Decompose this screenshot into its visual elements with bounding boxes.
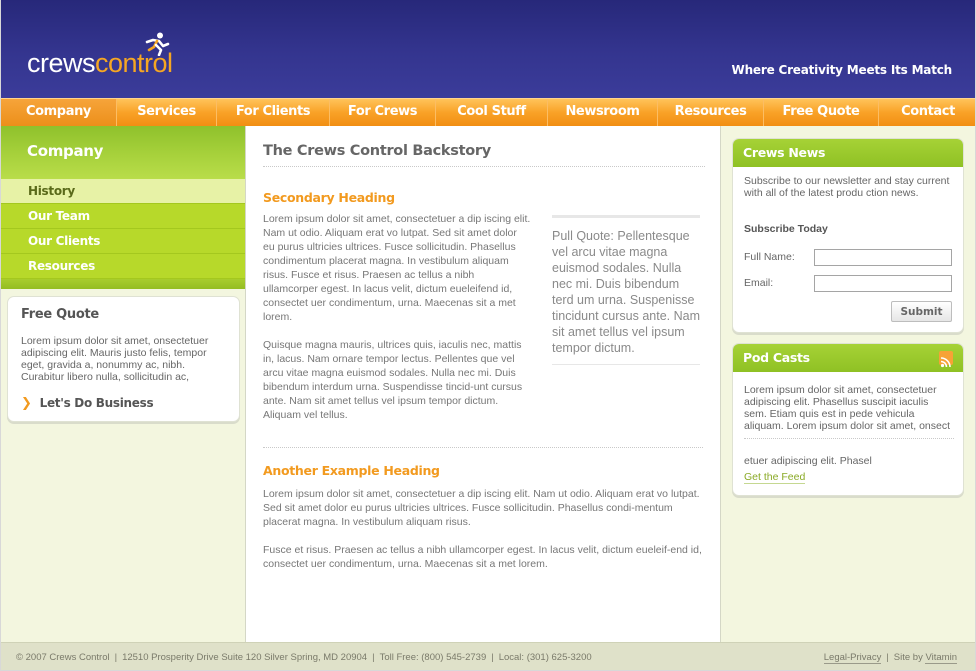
- paragraph-2: Quisque magna mauris, ultrices quis, iaculis nec, mattis in, lacus. Nam ornare tempor lectus. Pellentes que vel arcu vitae magna euismod sodales. Nulla nec mi. Duis bibendum interdum urna. Suspendisse tincid-unt cursus ante. Nam sit amet tellus vel ipsum tempor dictum. Aliquam vel tellus.: [263, 339, 523, 421]
- subscribe-today-label: Subscribe Today: [744, 223, 828, 235]
- page-title: The Crews Control Backstory: [263, 143, 705, 167]
- paragraph-3: Lorem ipsum dolor sit amet, consectetuer a dip iscing elit. Nam ut odio. Aliquam erat vo lutpat. Sed sit amet dolor eu purus ultricies ultrices. Fusce sollicitudin. Phasellus condi-mentum placerat magna. In vestibulum aliquam risus.: [263, 488, 700, 528]
- section-divider: [263, 447, 703, 448]
- logo-text-control: control: [95, 48, 173, 78]
- get-the-feed-link[interactable]: Get the Feed: [744, 471, 806, 483]
- crews-news-box: [732, 138, 964, 333]
- nav-item-for-crews[interactable]: For Crews: [330, 99, 436, 126]
- tagline: Where Creativity Meets Its Match: [731, 63, 952, 77]
- nav-item-company[interactable]: Company: [1, 99, 117, 126]
- left-sidebar: [1, 126, 246, 642]
- lets-do-business-label: Let's Do Business: [39, 396, 154, 410]
- email-input[interactable]: [814, 275, 952, 292]
- email-label: Email:: [744, 277, 774, 289]
- separator: |: [886, 652, 889, 663]
- sub-nav: [1, 179, 245, 279]
- separator: |: [372, 652, 375, 663]
- local-phone: Local: (301) 625-3200: [498, 652, 592, 663]
- separator: |: [114, 652, 118, 663]
- footer-info: [16, 652, 592, 663]
- pod-casts-title: Pod Casts: [743, 350, 810, 365]
- nav-item-newsroom[interactable]: Newsroom: [548, 99, 658, 126]
- nav-item-contact[interactable]: Contact: [901, 104, 955, 119]
- secondary-heading: Secondary Heading: [263, 190, 395, 205]
- right-sidebar: [720, 126, 976, 642]
- separator: |: [491, 652, 494, 663]
- footer: [1, 642, 976, 671]
- free-quote-title: Free Quote: [21, 307, 99, 322]
- pod-casts-box: [732, 343, 964, 496]
- newsletter-intro: Subscribe to our newsletter and stay current with all of the latest produ ction news.: [744, 175, 950, 199]
- crews-news-title: Crews News: [733, 139, 963, 167]
- another-example-heading: Another Example Heading: [263, 463, 440, 478]
- subnav-item-our-clients[interactable]: Our Clients: [1, 229, 245, 254]
- lets-do-business-link[interactable]: [21, 396, 153, 411]
- chevron-right-icon: ❯: [21, 396, 32, 411]
- subnav-item-resources[interactable]: Resources: [1, 254, 245, 279]
- nav-item-services[interactable]: Services: [117, 99, 217, 126]
- logo-text-crews: crews: [27, 48, 96, 78]
- rss-icon[interactable]: [939, 351, 953, 365]
- copyright: © 2007 Crews Control: [16, 652, 110, 663]
- logo[interactable]: [27, 32, 187, 80]
- nav-item-for-clients[interactable]: For Clients: [217, 99, 330, 126]
- main-content: [246, 126, 720, 642]
- header: [1, 0, 976, 98]
- section-title: Company: [27, 142, 104, 160]
- full-name-input[interactable]: [814, 249, 952, 266]
- nav-item-free-quote[interactable]: Free Quote: [764, 99, 879, 126]
- footer-links: [824, 652, 957, 663]
- nav-item-resources[interactable]: Resources: [658, 99, 764, 126]
- free-quote-box: [7, 296, 240, 422]
- address: 12510 Prosperity Drive Suite 120 Silver Spring, MD 20904: [122, 652, 368, 663]
- free-quote-text: Lorem ipsum dolor sit amet, onsectetuer adipiscing elit. Mauris justo felis, tempor eget, gravida a, nonummy ac, nibh. Curabitur libero nulla, sollicitudin ac,: [21, 335, 209, 383]
- section-header: [1, 126, 245, 179]
- logo-wordmark: [27, 49, 173, 77]
- pod-casts-header: [733, 344, 963, 372]
- submit-button[interactable]: Submit: [891, 301, 952, 322]
- pull-quote: Pull Quote: Pellentesque vel arcu vitae magna euismod sodales. Nulla nec mi. Duis bibendum terd um urna. Suspenisse tincidunt cursus ante. Nam sit amet tellus vel ipsum tempor dictum.: [552, 215, 700, 365]
- vitamin-link[interactable]: Vitamin: [925, 652, 957, 663]
- nav-item-cool-stuff[interactable]: Cool Stuff: [436, 99, 548, 126]
- main-nav: [1, 98, 976, 126]
- pod-casts-text: Lorem ipsum dolor sit amet, consectetuer adipiscing elit. Phasellus suscipit iaculis sem. Etiam quis est in pede vehicula aliquam. Lorem ipsum dolor sit amet, onsect: [744, 384, 954, 439]
- toll-free-phone: Toll Free: (800) 545-2739: [379, 652, 487, 663]
- paragraph-4: Fusce et risus. Praesen ac tellus a nibh ullamcorper egest. In lacus velit, dictum eueleif-end id, consectet uer condimentum, urna. Maecenas sit a met lorem.: [263, 544, 702, 570]
- subnav-item-our-team[interactable]: Our Team: [1, 204, 245, 229]
- subnav-footer-bar: [1, 279, 245, 289]
- site-by-label: Site by: [893, 652, 923, 663]
- paragraph-1: Lorem ipsum dolor sit amet, consectetuer a dip iscing elit. Nam ut odio. Aliquam erat vo lutpat. Sed sit amet dolor eu purus ultricies ultrices. Fusce sollicitudin. Phasellus condimentum placerat magna. In vestibulum aliquam risus. Fusce et risus. Praesen ac tellus a nibh ullamcorper egest. In lacus velit, dictum eueleifend id, consectet uer condimentum, urna. Maecenas sit a met lorem.: [263, 213, 531, 323]
- legal-privacy-link[interactable]: Legal-Privacy: [823, 652, 882, 663]
- subnav-item-history[interactable]: History: [1, 179, 245, 204]
- pod-casts-text-2: etuer adipiscing elit. Phasel: [744, 455, 872, 467]
- full-name-label: Full Name:: [744, 251, 795, 263]
